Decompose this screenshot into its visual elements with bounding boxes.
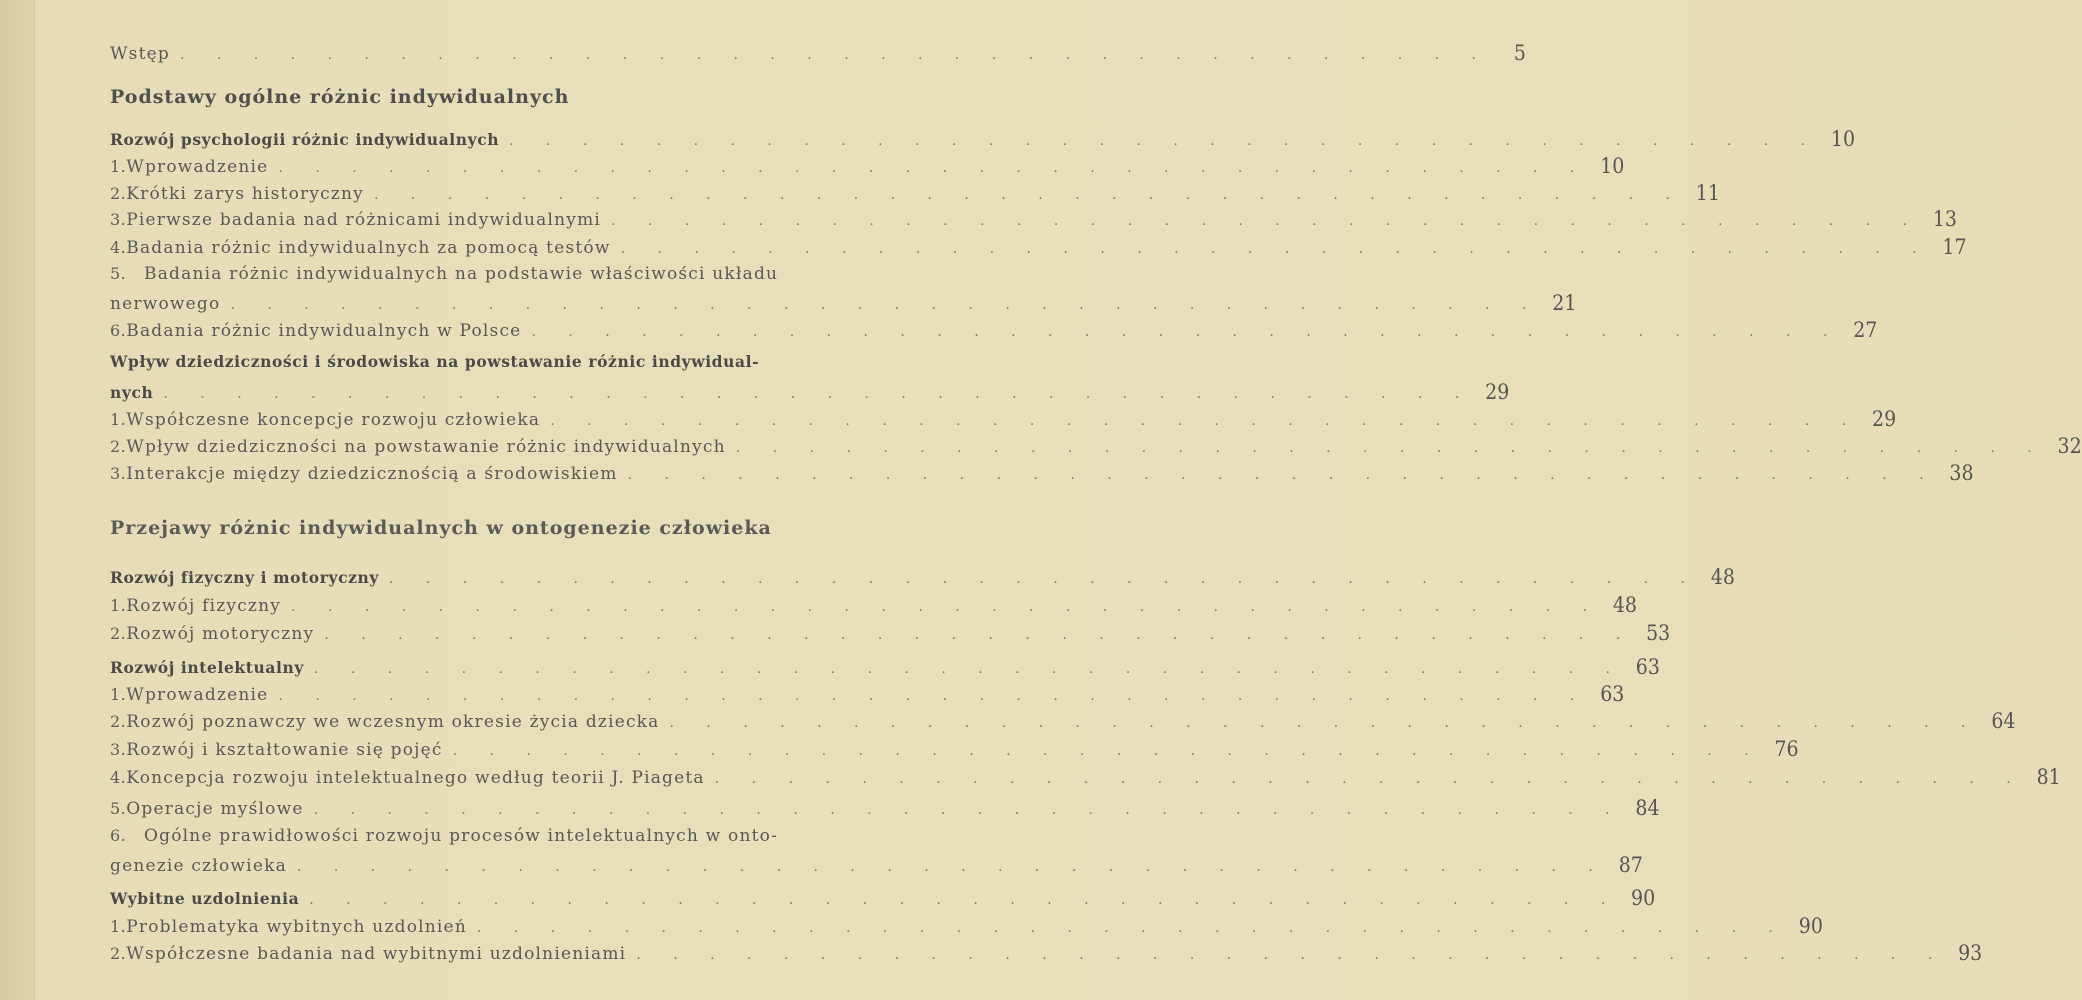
page-number: 17 <box>1942 234 1967 260</box>
dot-leader: . . . . . . . . . . . . . . . . . . . . . . . . . . . . . . . . . . . . <box>452 743 1763 759</box>
section-title: Rozwój i kształtowanie się pojęć <box>126 740 443 760</box>
dot-leader: . . . . . . . . . . . . . . . . . . . . . . . . . . . . . . . . . . . . <box>509 133 1820 149</box>
section-title: Wprowadzenie <box>126 157 269 177</box>
dot-leader: . . . . . . . . . . . . . . . . . . . . . . . . . . . . . . . . . . . . <box>735 440 2046 456</box>
section-title: Ogólne prawidłowości rozwoju procesów intelektualnych w onto- <box>144 826 779 846</box>
toc-section-line1[interactable] <box>110 826 925 846</box>
toc-section[interactable] <box>110 433 2082 459</box>
toc-section[interactable] <box>110 736 1799 762</box>
page-number: 32 <box>2057 433 2082 459</box>
page-number: 27 <box>1853 317 1878 343</box>
chapter-title: Wpływ dziedziczności i środowiska na powstawanie różnic indywidual- <box>110 352 760 371</box>
entry-title: Wstęp <box>110 44 170 64</box>
toc-section[interactable] <box>110 913 1823 939</box>
toc-chapter[interactable] <box>110 885 1656 911</box>
page-number: 93 <box>1958 940 1983 966</box>
toc-section[interactable] <box>110 592 1638 618</box>
section-number: 6. <box>110 826 127 845</box>
dot-leader: . . . . . . . . . . . . . . . . . . . . . . . . . . . . . . . . . . . . <box>374 187 1684 203</box>
toc-section[interactable] <box>110 317 1878 343</box>
toc-section-line1[interactable] <box>110 264 925 284</box>
toc-section[interactable] <box>110 708 2016 734</box>
dot-leader: . . . . . . . . . . . . . . . . . . . . . . . . . . . . . . . . . . . . <box>179 47 1490 63</box>
toc-chapter-line2[interactable] <box>110 379 1510 405</box>
page-number: 53 <box>1646 620 1671 646</box>
toc-section[interactable] <box>110 681 1625 707</box>
page-number: 38 <box>1949 460 1974 486</box>
toc-chapter[interactable] <box>110 654 1660 680</box>
toc-section[interactable] <box>110 620 1671 646</box>
section-number: 3. <box>110 464 127 483</box>
section-number: 2. <box>110 712 127 731</box>
section-number: 1. <box>110 596 127 615</box>
section-title: Badania różnic indywidualnych w Polsce <box>126 321 522 341</box>
toc-chapter[interactable] <box>110 564 1735 590</box>
toc-entry-intro[interactable] <box>110 40 1526 66</box>
dot-leader: . . . . . . . . . . . . . . . . . . . . . . . . . . . . . . . . . . . . <box>324 627 1635 643</box>
section-number: 3. <box>110 210 127 229</box>
dot-leader: . . . . . . . . . . . . . . . . . . . . . . . . . . . . . . . . . . . . <box>296 859 1607 875</box>
section-title: Operacje myślowe <box>126 799 304 819</box>
page-number: 64 <box>1991 708 2016 734</box>
dot-leader: . . . . . . . . . . . . . . . . . . . . . . . . . . . . . . . . . . . . <box>230 297 1541 313</box>
dot-leader: . . . . . . . . . . . . . . . . . . . . . . . . . . . . . . . . . . . . <box>476 920 1787 936</box>
page-number: 11 <box>1695 180 1720 206</box>
section-title: Pierwsze badania nad różnicami indywidualnymi <box>126 210 602 230</box>
part-heading: Przejawy różnic indywidualnych w ontogenezie człowieka <box>110 517 772 539</box>
toc-chapter[interactable] <box>110 126 1856 152</box>
chapter-title-continued: nych <box>110 383 154 402</box>
section-title-continued: nerwowego <box>110 294 221 314</box>
dot-leader: . . . . . . . . . . . . . . . . . . . . . . . . . . . . . . . . . . . . <box>531 324 1842 340</box>
section-number: 5. <box>110 264 127 283</box>
page-number: 21 <box>1552 290 1577 316</box>
section-number: 2. <box>110 944 127 963</box>
page-number: 10 <box>1830 126 1856 152</box>
page-number: 29 <box>1485 379 1510 405</box>
section-number: 2. <box>110 437 127 456</box>
dot-leader: . . . . . . . . . . . . . . . . . . . . . . . . . . . . . . . . . . . . <box>163 386 1474 402</box>
section-title: Współczesne koncepcje rozwoju człowieka <box>126 410 541 430</box>
chapter-title: Wybitne uzdolnienia <box>110 889 300 908</box>
page-number: 90 <box>1631 885 1656 911</box>
page-number: 63 <box>1635 654 1660 680</box>
page-gutter <box>0 0 35 1000</box>
section-number: 3. <box>110 740 127 759</box>
dot-leader: . . . . . . . . . . . . . . . . . . . . . . . . . . . . . . . . . . . . <box>550 413 1861 429</box>
section-title: Rozwój fizyczny <box>126 596 282 616</box>
page-number: 90 <box>1798 913 1823 939</box>
page-number: 81 <box>2036 764 2061 790</box>
dot-leader: . . . . . . . . . . . . . . . . . . . . . . . . . . . . . . . . . . . . <box>278 160 1589 176</box>
section-title: Wprowadzenie <box>126 685 269 705</box>
toc-section[interactable] <box>110 206 1958 232</box>
section-number: 1. <box>110 157 127 176</box>
toc-section-line2[interactable] <box>110 852 1643 878</box>
part-heading: Podstawy ogólne różnic indywidualnych <box>110 86 570 108</box>
section-number: 1. <box>110 685 127 704</box>
page-number: 76 <box>1774 736 1799 762</box>
toc-section[interactable] <box>110 153 1625 179</box>
toc-section-line2[interactable] <box>110 290 1577 316</box>
section-title: Współczesne badania nad wybitnymi uzdolnieniami <box>126 944 627 964</box>
section-title-continued: genezie człowieka <box>110 856 287 876</box>
section-number: 5. <box>110 799 127 818</box>
dot-leader: . . . . . . . . . . . . . . . . . . . . . . . . . . . . . . . . . . . . <box>611 213 1922 229</box>
section-title: Problematyka wybitnych uzdolnień <box>126 917 467 937</box>
section-title: Badania różnic indywidualnych za pomocą testów <box>126 238 611 258</box>
dot-leader: . . . . . . . . . . . . . . . . . . . . . . . . . . . . . . . . . . . . <box>669 715 1980 731</box>
page-number: 29 <box>1872 406 1897 432</box>
dot-leader: . . . . . . . . . . . . . . . . . . . . . . . . . . . . . . . . . . . . <box>278 688 1589 704</box>
toc-section[interactable] <box>110 406 1897 432</box>
toc-section[interactable] <box>110 940 1983 966</box>
dot-leader: . . . . . . . . . . . . . . . . . . . . . . . . . . . . . . . . . . . . <box>314 661 1624 677</box>
section-number: 1. <box>110 410 127 429</box>
section-title: Wpływ dziedziczności na powstawanie różnic indywidualnych <box>126 437 726 457</box>
page-number: 87 <box>1618 852 1643 878</box>
dot-leader: . . . . . . . . . . . . . . . . . . . . . . . . . . . . . . . . . . . . <box>389 571 1699 587</box>
dot-leader: . . . . . . . . . . . . . . . . . . . . . . . . . . . . . . . . . . . . <box>620 241 1931 257</box>
toc-section[interactable] <box>110 795 1660 821</box>
section-title: Rozwój poznawczy we wczesnym okresie życia dziecka <box>126 712 660 732</box>
dot-leader: . . . . . . . . . . . . . . . . . . . . . . . . . . . . . . . . . . . . <box>714 771 2025 787</box>
chapter-title: Rozwój psychologii różnic indywidualnych <box>110 130 500 149</box>
section-number: 2. <box>110 184 127 203</box>
section-number: 1. <box>110 917 127 936</box>
page-number: 10 <box>1600 153 1625 179</box>
section-title: Krótki zarys historyczny <box>126 184 364 204</box>
page-number: 13 <box>1932 206 1958 232</box>
section-title: Interakcje między dziedzicznością a środowiskiem <box>126 464 618 484</box>
page-number: 63 <box>1600 681 1625 707</box>
page-number: 84 <box>1635 795 1660 821</box>
section-number: 4. <box>110 238 127 257</box>
toc-section[interactable] <box>110 460 1974 486</box>
section-title: Koncepcja rozwoju intelektualnego według teorii J. Piageta <box>126 768 705 788</box>
dot-leader: . . . . . . . . . . . . . . . . . . . . . . . . . . . . . . . . . . . . <box>309 892 1620 908</box>
toc-section[interactable] <box>110 234 1967 260</box>
dot-leader: . . . . . . . . . . . . . . . . . . . . . . . . . . . . . . . . . . . . <box>627 467 1938 483</box>
dot-leader: . . . . . . . . . . . . . . . . . . . . . . . . . . . . . . . . . . . . <box>313 802 1624 818</box>
section-number: 6. <box>110 321 127 340</box>
section-number: 4. <box>110 768 127 787</box>
chapter-title: Rozwój fizyczny i motoryczny <box>110 568 379 587</box>
toc-section[interactable] <box>110 764 2061 790</box>
page-number: 5 <box>1513 40 1526 66</box>
page-number: 48 <box>1612 592 1638 618</box>
section-title: Badania różnic indywidualnych na podstawie właściwości układu <box>144 264 779 284</box>
chapter-title: Rozwój intelektualny <box>110 658 305 677</box>
section-number: 2. <box>110 624 127 643</box>
dot-leader: . . . . . . . . . . . . . . . . . . . . . . . . . . . . . . . . . . . . <box>636 947 1947 963</box>
toc-chapter-line1[interactable] <box>110 352 925 371</box>
dot-leader: . . . . . . . . . . . . . . . . . . . . . . . . . . . . . . . . . . . . <box>291 599 1602 615</box>
section-title: Rozwój motoryczny <box>126 624 315 644</box>
toc-section[interactable] <box>110 180 1720 206</box>
page-number: 48 <box>1710 564 1735 590</box>
